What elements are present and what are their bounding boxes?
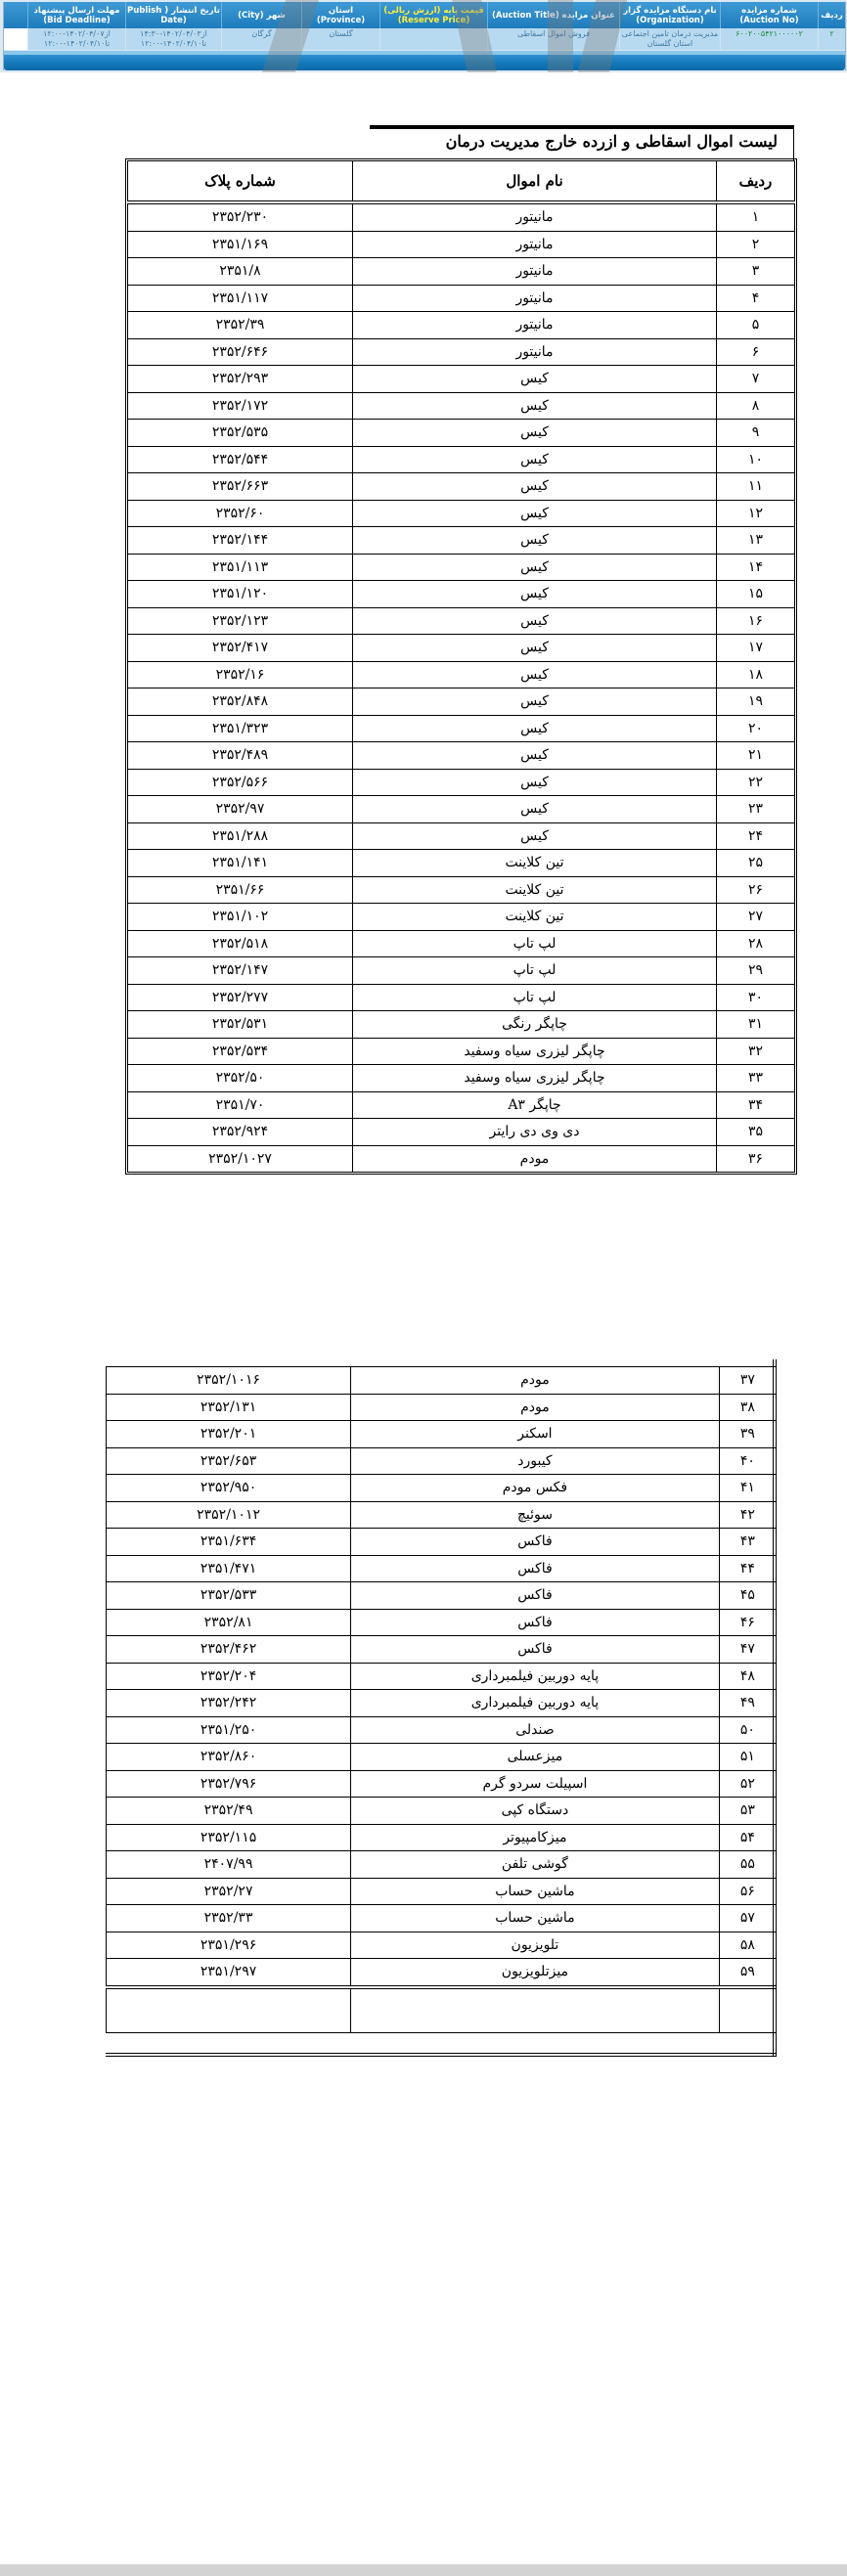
table-header-row	[128, 161, 795, 201]
cell-asset-name: فکس مودم	[351, 1475, 720, 1502]
cell-asset-name: مانیتور	[353, 312, 717, 339]
cell-asset-name: چاپگر لیزری سیاه وسفید	[353, 1038, 717, 1065]
cell-plate-number: ۲۳۵۱/۱۴۱	[128, 850, 353, 877]
cell-row-number: ۴	[717, 285, 795, 312]
table-row	[128, 1119, 795, 1146]
column-header-row: ردیف	[717, 161, 795, 201]
table-row	[107, 1394, 777, 1421]
cell-plate-number: ۲۳۵۲/۵۴۴	[128, 446, 353, 473]
header-bid-deadline[interactable]: مهلت ارسال پیشنهاد (Bid Deadline)	[27, 2, 125, 28]
cell-asset-name: مانیتور	[353, 258, 717, 286]
cell-row-number: ۱۱	[717, 473, 795, 501]
cell-row-number: ۱۶	[717, 607, 795, 635]
cell-plate-number: ۲۳۵۲/۴۱۷	[128, 635, 353, 662]
cell-row-number: ۸	[717, 392, 795, 420]
cell-auction-title[interactable]: فروش اموال اسقاطی	[487, 28, 619, 50]
column-header-plate: شماره پلاک	[128, 161, 353, 201]
table-row	[128, 285, 795, 312]
cell-asset-name: ماشین حساب	[351, 1905, 720, 1932]
cell-row: ۲	[818, 28, 845, 50]
cell-plate-number: ۲۳۵۲/۲۳۰	[128, 204, 353, 232]
table-row	[128, 796, 795, 823]
cell-asset-name: لپ تاپ	[353, 957, 717, 985]
cell-plate-number: ۲۳۵۲/۲۴۲	[107, 1690, 351, 1717]
table-row	[107, 1475, 777, 1502]
cell-row-number: ۲۸	[717, 930, 795, 957]
cell-asset-name: چاپگر رنگی	[353, 1011, 717, 1039]
cell-reserve-price	[379, 28, 487, 50]
cell-row-number: ۴۰	[719, 1447, 776, 1475]
table-row	[107, 1501, 777, 1529]
cell-row-number: ۳۷	[719, 1367, 776, 1395]
cell-asset-name: سوئیچ	[351, 1501, 720, 1529]
cell-row-number: ۲۱	[717, 742, 795, 770]
cell-asset-name: صندلی	[351, 1716, 720, 1744]
cell-asset-name: فاکس	[351, 1609, 720, 1636]
cell-asset-name: پایه دوربین فیلمبرداری	[351, 1663, 720, 1690]
table-row	[128, 366, 795, 393]
cell-plate-number: ۲۳۵۲/۱۰۱۲	[107, 1501, 351, 1529]
cell-asset-name: تین کلاینت	[353, 850, 717, 877]
cell-asset-name: کیس	[353, 607, 717, 635]
cell-plate-number: ۲۳۵۲/۱۱۵	[107, 1824, 351, 1851]
header-auction-title[interactable]: عنوان مزایده (Auction Title)	[487, 2, 619, 28]
table-row	[128, 1038, 795, 1065]
cell-asset-name: کیس	[353, 635, 717, 662]
cell-plate-number: ۲۳۵۲/۱۴۷	[128, 957, 353, 985]
table-row	[128, 1011, 795, 1039]
table-row	[128, 715, 795, 742]
cell-row-number: ۵	[717, 312, 795, 339]
cell-asset-name: فاکس	[351, 1555, 720, 1582]
cell-asset-name: کیس	[353, 581, 717, 608]
cell-row-number: ۱۹	[717, 688, 795, 716]
table-row	[107, 1447, 777, 1475]
cell-plate-number: ۲۳۵۱/۷۰	[128, 1091, 353, 1119]
table-row	[107, 1932, 777, 1959]
table-row	[128, 742, 795, 770]
cell-plate-number: ۲۳۵۲/۲۰۴	[107, 1663, 351, 1690]
cell-plate-number: ۲۳۵۲/۸۱	[107, 1609, 351, 1636]
cell-asset-name: میزعسلی	[351, 1744, 720, 1771]
cell-row-number: ۱۵	[717, 581, 795, 608]
cell-organization: مدیریت درمان تامین اجتماعی استان گلستان	[619, 28, 720, 50]
table-row	[128, 850, 795, 877]
auction-grid-frame	[3, 2, 846, 70]
cell-row-number: ۲۷	[717, 904, 795, 931]
cell-asset-name: فاکس	[351, 1582, 720, 1610]
cell-asset-name: کیس	[353, 392, 717, 420]
cell-asset-name: مانیتور	[353, 231, 717, 258]
cell-asset-name: کیس	[353, 366, 717, 393]
cell-asset-name: کیس	[353, 661, 717, 688]
cell-row-number: ۳۶	[717, 1145, 795, 1173]
cell-plate-number: ۲۳۵۲/۵۳۴	[128, 1038, 353, 1065]
cell-row-number: ۱۷	[717, 635, 795, 662]
cell-asset-name: کیس	[353, 420, 717, 447]
cell-plate-number: ۲۳۵۲/۱۷۲	[128, 392, 353, 420]
table-row	[128, 661, 795, 688]
cell-row-number: ۴۶	[719, 1609, 776, 1636]
table-row	[128, 930, 795, 957]
cell-asset-name: دستگاه کپی	[351, 1798, 720, 1825]
table-row	[107, 1798, 777, 1825]
table-row	[128, 957, 795, 985]
cell-plate-number: ۲۴۰۷/۹۹	[107, 1851, 351, 1879]
cell-asset-name: تلویزیون	[351, 1932, 720, 1959]
cell-plate-number: ۲۳۵۱/۴۷۱	[107, 1555, 351, 1582]
cell-row-number: ۲۰	[717, 715, 795, 742]
cell-plate-number: ۲۳۵۲/۴۸۹	[128, 742, 353, 770]
cell-row-number: ۲۲	[717, 769, 795, 796]
table-row	[128, 876, 795, 904]
table-row	[128, 1145, 795, 1173]
cell-plate-number: ۲۳۵۲/۵۶۶	[128, 769, 353, 796]
cell-row-number: ۲۹	[717, 957, 795, 985]
cell-asset-name: چاپگر لیزری سیاه وسفید	[353, 1065, 717, 1092]
cell-row-number: ۵۵	[719, 1851, 776, 1879]
cell-row-number: ۵۰	[719, 1716, 776, 1744]
cell-plate-number: ۲۳۵۲/۲۷	[107, 1878, 351, 1905]
cell-asset-name: پایه دوربین فیلمبرداری	[351, 1690, 720, 1717]
cell-province: گلستان	[301, 28, 379, 50]
cell-asset-name: مانیتور	[353, 204, 717, 232]
assets-table-body-1	[128, 204, 795, 1173]
table-row	[128, 688, 795, 716]
header-auction-no[interactable]: شماره مزایده (Auction No)	[720, 2, 818, 28]
cell-row-number: ۵۸	[719, 1932, 776, 1959]
table-row	[128, 635, 795, 662]
cell-plate-number: ۲۳۵۱/۱۱۷	[128, 285, 353, 312]
cell-row-number: ۹	[717, 420, 795, 447]
cell-row-number: ۵۲	[719, 1770, 776, 1798]
cell-city: گرگان	[221, 28, 301, 50]
cell-asset-name: لپ تاپ	[353, 984, 717, 1011]
cell-row-number: ۳	[717, 258, 795, 286]
table-row	[107, 1824, 777, 1851]
cell-plate-number: ۲۳۵۲/۵۳۵	[128, 420, 353, 447]
table-row	[128, 904, 795, 931]
cell-row-number: ۲	[717, 231, 795, 258]
cell-plate-number: ۲۳۵۲/۶۶۳	[128, 473, 353, 501]
cell-row-number: ۲۶	[717, 876, 795, 904]
table-row	[128, 338, 795, 366]
cell-plate-number: ۲۳۵۲/۲۰۱	[107, 1421, 351, 1448]
table-row	[128, 984, 795, 1011]
cell-row-number: ۴۵	[719, 1582, 776, 1610]
cell-row-number: ۲۳	[717, 796, 795, 823]
table-row	[128, 204, 795, 232]
cell-row-number: ۳۵	[717, 1119, 795, 1146]
cell-plate-number: ۲۳۵۱/۸	[128, 258, 353, 286]
table-row	[107, 1744, 777, 1771]
cell-row-number: ۲۵	[717, 850, 795, 877]
cell-row-number: ۲۴	[717, 822, 795, 850]
table-row	[107, 1770, 777, 1798]
cell-plate-number: ۲۳۵۲/۵۳۱	[128, 1011, 353, 1039]
cell-plate-number: ۲۳۵۲/۳۹	[128, 312, 353, 339]
table-row	[128, 822, 795, 850]
cell-row-number: ۱۴	[717, 554, 795, 581]
auction-row[interactable]	[4, 28, 845, 50]
cell-row-number: ۳۹	[719, 1421, 776, 1448]
cell-row-number: ۴۳	[719, 1529, 776, 1556]
table-row	[107, 1367, 777, 1395]
cell-row-number: ۴۴	[719, 1555, 776, 1582]
header-city[interactable]: شهر (City)	[221, 2, 301, 28]
cell-plate-number: ۲۳۵۲/۴۶۲	[107, 1636, 351, 1664]
cell-plate-number: ۲۳۵۱/۱۶۹	[128, 231, 353, 258]
cell-plate-number: ۲۳۵۲/۱۰۱۶	[107, 1367, 351, 1395]
cell-plate-number: ۲۳۵۲/۶۴۶	[128, 338, 353, 366]
table-row	[128, 769, 795, 796]
table-row	[128, 231, 795, 258]
table-row	[128, 1065, 795, 1092]
cell-plate-number: ۲۳۵۲/۸۴۸	[128, 688, 353, 716]
cell-asset-name: کیس	[353, 473, 717, 501]
table-row	[128, 1091, 795, 1119]
table-row	[107, 1555, 777, 1582]
cell-plate-number: ۲۳۵۱/۳۲۳	[128, 715, 353, 742]
table-row	[128, 420, 795, 447]
table-row	[107, 1851, 777, 1879]
cell-row-number: ۳۸	[719, 1394, 776, 1421]
header-row[interactable]: ردیف	[818, 2, 845, 28]
cell-row-number: ۱۸	[717, 661, 795, 688]
cell-asset-name: کیس	[353, 688, 717, 716]
cell-plate-number: ۲۳۵۱/۶۶	[128, 876, 353, 904]
cell-row-number: ۵۳	[719, 1798, 776, 1825]
table-row	[128, 312, 795, 339]
cell-row-number: ۵۱	[719, 1744, 776, 1771]
table-row	[107, 1421, 777, 1448]
cell-asset-name: میزتلویزیون	[351, 1959, 720, 1987]
table-row	[128, 446, 795, 473]
cell-row-number: ۶	[717, 338, 795, 366]
cell-plate-number: ۲۳۵۱/۶۳۴	[107, 1529, 351, 1556]
cell-asset-name: کیس	[353, 796, 717, 823]
cell-plate-number: ۲۳۵۲/۳۳	[107, 1905, 351, 1932]
cell-row-number: ۵۴	[719, 1824, 776, 1851]
cell-asset-name: فاکس	[351, 1529, 720, 1556]
document-title: لیست اموال اسقاطی و ازرده خارج مدیریت درمان	[445, 132, 778, 151]
cell-asset-name: گوشی تلفن	[351, 1851, 720, 1879]
cell-asset-name: مانیتور	[353, 338, 717, 366]
table-row	[107, 1690, 777, 1717]
cell-asset-name: مودم	[351, 1394, 720, 1421]
cell-row-number: ۱۲	[717, 500, 795, 527]
cell-asset-name: کیس	[353, 769, 717, 796]
header-publish-date[interactable]: تاریخ انتشار ( Publish (Date	[125, 2, 221, 28]
cell-asset-name: تین کلاینت	[353, 904, 717, 931]
cell-plate-number: ۲۳۵۲/۸۶۰	[107, 1744, 351, 1771]
horizontal-scrollbar[interactable]	[0, 2564, 847, 2576]
table-row	[107, 1609, 777, 1636]
cell-asset-name: تین کلاینت	[353, 876, 717, 904]
cell-plate-number: ۲۳۵۲/۴۹	[107, 1798, 351, 1825]
cell-row-number: ۴۸	[719, 1663, 776, 1690]
cell-plate-number: ۲۳۵۱/۱۰۲	[128, 904, 353, 931]
cell-plate-number: ۲۳۵۲/۵۱۸	[128, 930, 353, 957]
cell-row-number: ۴۹	[719, 1690, 776, 1717]
table-row	[107, 1716, 777, 1744]
table-row	[107, 1987, 777, 2033]
cell-row-number: ۳۳	[717, 1065, 795, 1092]
table-row	[107, 1663, 777, 1690]
assets-table-page-2	[106, 1366, 777, 2033]
cell-asset-name: کیس	[353, 446, 717, 473]
header-province[interactable]: استان (Province)	[301, 2, 379, 28]
table-row	[128, 258, 795, 286]
cell-plate-number: ۲۳۵۱/۲۹۷	[107, 1959, 351, 1987]
cell-asset-name: مودم	[353, 1145, 717, 1173]
cell-plate-number: ۲۳۵۲/۹۵۰	[107, 1475, 351, 1502]
cell-plate-number: ۲۳۵۲/۲۷۷	[128, 984, 353, 1011]
table-row	[128, 473, 795, 501]
cell-row-number: ۳۲	[717, 1038, 795, 1065]
cell-publish-date: از۱۴۰۲/۰۴/۰۳-۱۴:۳۰ تا۱۴۰۲/۰۴/۱۰-۱۲:۰۰	[125, 28, 221, 50]
table-row	[107, 1582, 777, 1610]
auction-grid-header	[4, 2, 845, 28]
cell-plate-number: ۲۳۵۲/۱۴۴	[128, 527, 353, 555]
auction-grid	[0, 0, 847, 72]
cell-plate-number: ۲۳۵۲/۵۳۳	[107, 1582, 351, 1610]
cell-plate-number: ۲۳۵۲/۱۰۲۷	[128, 1145, 353, 1173]
cell-plate-number: ۲۳۵۲/۹۷	[128, 796, 353, 823]
cell-bid-deadline: از۱۴۰۲/۰۴/۰۷-۱۲:۰۰ تا۱۴۰۲/۰۴/۱۰-۱۲:۰۰	[27, 28, 125, 50]
cell-asset-name: کیس	[353, 822, 717, 850]
cell-row-number: ۷	[717, 366, 795, 393]
cell-row-number: ۱۳	[717, 527, 795, 555]
cell-asset-name: مانیتور	[353, 285, 717, 312]
cell-plate-number	[107, 1987, 351, 2033]
header-spacer	[4, 2, 27, 28]
table-row	[128, 527, 795, 555]
cell-row-number	[719, 1987, 776, 2033]
cell-asset-name: کیس	[353, 527, 717, 555]
cell-asset-name: فاکس	[351, 1636, 720, 1664]
table-row	[128, 554, 795, 581]
cell-plate-number: ۲۳۵۲/۵۰	[128, 1065, 353, 1092]
cell-plate-number: ۲۳۵۲/۶۰	[128, 500, 353, 527]
cell-asset-name: دی وی دی رایتر	[353, 1119, 717, 1146]
column-header-name: نام اموال	[353, 161, 717, 201]
cell-plate-number: ۲۳۵۲/۱۳۱	[107, 1394, 351, 1421]
cell-row-number: ۵۷	[719, 1905, 776, 1932]
table-row	[107, 1959, 777, 1987]
table-row	[107, 1905, 777, 1932]
cell-plate-number: ۲۳۵۲/۷۹۶	[107, 1770, 351, 1798]
cell-asset-name	[351, 1987, 720, 2033]
table-row	[107, 1529, 777, 1556]
auction-grid-pager-bar	[4, 51, 845, 70]
cell-asset-name: لپ تاپ	[353, 930, 717, 957]
table-border	[773, 1359, 777, 2056]
cell-row-number: ۳۰	[717, 984, 795, 1011]
document-title-box	[127, 128, 794, 160]
cell-asset-name: میزکامپیوتر	[351, 1824, 720, 1851]
table-row	[128, 607, 795, 635]
cell-asset-name: کیبورد	[351, 1447, 720, 1475]
cell-asset-name: اسکنر	[351, 1421, 720, 1448]
cell-plate-number: ۲۳۵۲/۲۹۳	[128, 366, 353, 393]
cell-asset-name: مودم	[351, 1367, 720, 1395]
cell-plate-number: ۲۳۵۲/۶۵۳	[107, 1447, 351, 1475]
cell-row-number: ۱	[717, 204, 795, 232]
table-row	[128, 392, 795, 420]
cell-asset-name: کیس	[353, 715, 717, 742]
cell-row-number: ۳۱	[717, 1011, 795, 1039]
cell-row-number: ۱۰	[717, 446, 795, 473]
cell-plate-number: ۲۳۵۱/۱۲۰	[128, 581, 353, 608]
assets-table-body-2	[107, 1367, 777, 2033]
header-organization[interactable]: نام دستگاه مزایده گزار (Organization)	[619, 2, 720, 28]
table-row	[107, 1636, 777, 1664]
cell-row-number: ۵۶	[719, 1878, 776, 1905]
cell-plate-number: ۲۳۵۲/۱۲۳	[128, 607, 353, 635]
cell-row-number: ۳۴	[717, 1091, 795, 1119]
cell-plate-number: ۲۳۵۱/۲۵۰	[107, 1716, 351, 1744]
assets-table-page-1	[127, 160, 795, 1173]
cell-plate-number: ۲۳۵۲/۱۶	[128, 661, 353, 688]
header-reserve-price[interactable]: قیمت پایه (ارزش ریالی) (Reserve Price)	[379, 2, 487, 28]
cell-row-number: ۴۷	[719, 1636, 776, 1664]
cell-plate-number: ۲۳۵۱/۲۸۸	[128, 822, 353, 850]
table-row	[128, 500, 795, 527]
table-row	[128, 581, 795, 608]
cell-plate-number: ۲۳۵۱/۱۱۳	[128, 554, 353, 581]
cell-row-number: ۴۱	[719, 1475, 776, 1502]
cell-spacer	[4, 28, 27, 50]
cell-asset-name: کیس	[353, 742, 717, 770]
cell-plate-number: ۲۳۵۱/۲۹۶	[107, 1932, 351, 1959]
cell-asset-name: کیس	[353, 554, 717, 581]
cell-row-number: ۴۲	[719, 1501, 776, 1529]
cell-row-number: ۵۹	[719, 1959, 776, 1987]
cell-asset-name: کیس	[353, 500, 717, 527]
cell-asset-name: ماشین حساب	[351, 1878, 720, 1905]
table-row	[107, 1878, 777, 1905]
cell-plate-number: ۲۳۵۲/۹۲۴	[128, 1119, 353, 1146]
cell-asset-name: اسپیلت سردو گرم	[351, 1770, 720, 1798]
table-border	[106, 2053, 777, 2057]
cell-asset-name: چاپگر A۳	[353, 1091, 717, 1119]
cell-auction-no[interactable]: ۶۰۰۲۰۰۵۴۲۱۰۰۰۰۰۲	[720, 28, 818, 50]
